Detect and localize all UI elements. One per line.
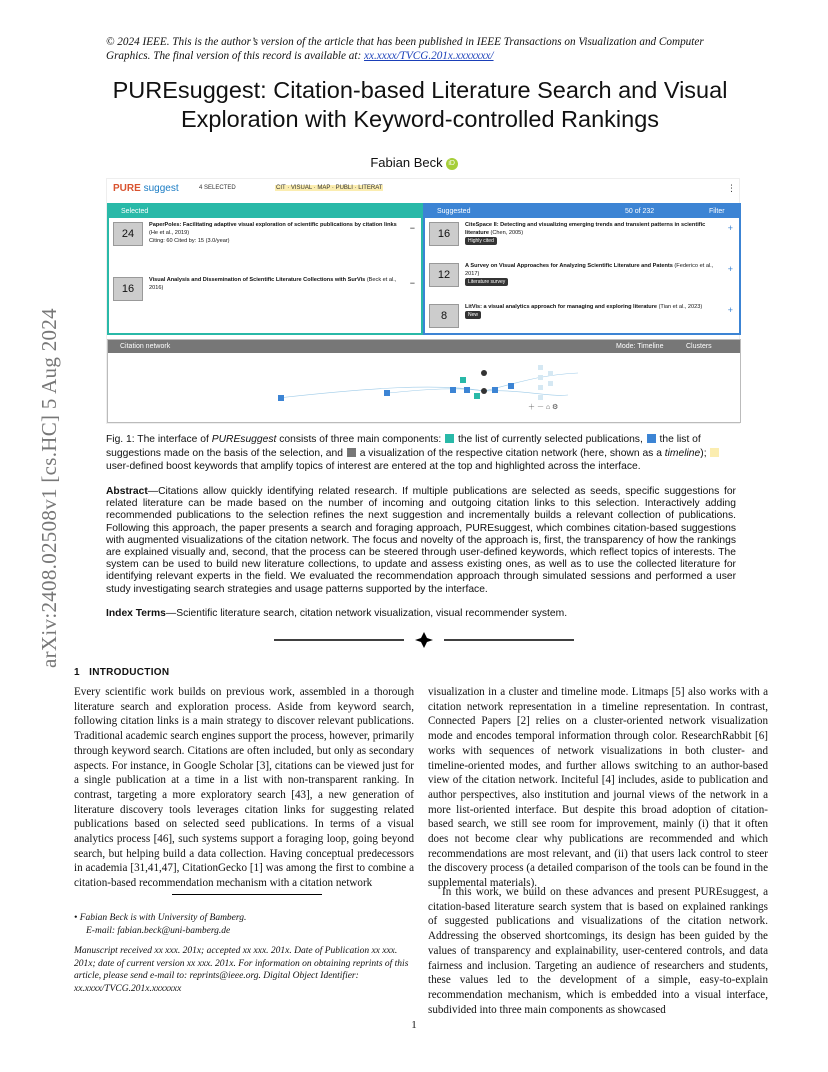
pub-title: Visual Analysis and Dissemination of Scientific Literature Collections with SurVis — [149, 277, 366, 283]
author-line — [0, 155, 828, 170]
pub-title: CiteSpace II: Detecting and visualizing emerging trends and transient patterns in scientific literature — [465, 222, 706, 236]
app-logo: PURE suggest — [113, 183, 179, 194]
figure-caption: Fig. 1: The interface of PUREsuggest consists of three main components: the list of currently selected publications, the list of suggestions made on the basis of the selection, and a visualization of the respective citation network (here, shown as a timeline); user-defined boost keywords that amplify topics of interest are entered at the top and highlighted across the interface. — [106, 433, 736, 474]
pub-title: LitVis: a visual analytics approach for managing and exploring literature — [465, 304, 657, 310]
app-toolbar — [107, 179, 739, 201]
keyword-swatch — [710, 448, 719, 457]
score-box: 8 — [429, 304, 459, 328]
selected-count[interactable]: 4 SELECTED — [199, 185, 236, 191]
suggested-title: Suggested — [437, 208, 471, 215]
score-box: 16 — [113, 277, 143, 301]
copyright-notice — [106, 35, 746, 63]
author-name: Fabian Beck — [370, 155, 443, 170]
selected-header — [109, 205, 421, 218]
suggested-panel — [423, 203, 741, 335]
clusters-label: Clusters — [686, 343, 712, 350]
section-divider — [274, 630, 574, 650]
abstract-label: Abstract — [106, 486, 148, 497]
arxiv-id: arXiv:2408.02508v1 [cs.HC] 5 Aug 2024 — [37, 308, 61, 668]
mode-toggle[interactable]: Mode: Timeline — [616, 343, 664, 350]
network-controls[interactable]: ＋ － ⌂ ⚙ — [528, 404, 559, 411]
add-icon[interactable]: + — [727, 264, 733, 274]
section-heading: 1 INTRODUCTION — [74, 667, 170, 678]
paper-title: PUREsuggest: Citation-based Literature Search and Visual Exploration with Keyword-controlled Rankings — [112, 77, 728, 132]
figure-1 — [106, 178, 740, 424]
pub-meta: (He et al., 2019) — [149, 230, 190, 236]
pub-meta: (Tian et al., 2023) — [658, 304, 703, 310]
index-terms — [106, 608, 736, 619]
pub-citations: Citing: 60 Cited by: 15 (3.0/year) — [149, 238, 230, 244]
suggested-pub[interactable] — [425, 300, 739, 341]
boost-keywords[interactable]: CIT · VISUAL · MAP · PUBLI · LITERAT — [276, 185, 383, 191]
score-box: 24 — [113, 222, 143, 246]
selected-pub[interactable] — [109, 273, 421, 314]
orcid-icon[interactable]: iD — [446, 158, 458, 170]
menu-icon[interactable]: ⋮ — [727, 183, 736, 193]
affiliation: • Fabian Beck is with University of Bamberg. — [74, 913, 247, 923]
doi-link[interactable]: xx.xxxx/TVCG.201x.xxxxxxx/ — [364, 50, 494, 62]
footnote-rule — [172, 894, 322, 895]
index-terms-label: Index Terms — [106, 608, 166, 619]
tag-chip: New — [465, 311, 481, 319]
network-graph[interactable] — [108, 353, 738, 419]
tag-chip: Literature survey — [465, 278, 508, 286]
selected-pub[interactable] — [109, 218, 421, 259]
copyright-text: © 2024 IEEE. This is the author’s version of the article that has been published in IEEE Transactions on Visualization and Computer Graphics. The final version of this record is available at: — [106, 36, 704, 62]
suggested-pub[interactable] — [425, 259, 739, 300]
add-icon[interactable]: + — [727, 305, 733, 315]
network-header — [108, 340, 740, 353]
affiliation-footnote — [74, 912, 414, 937]
add-icon[interactable]: + — [727, 223, 733, 233]
manuscript-note: Manuscript received xx xxx. 201x; accepted xx xxx. 201x. Date of Publication xx xxx. 201x; date of current version xx xxx. 201x. For information on obtaining reprints of this article, please send e-mail to: reprints@ieee.org. Digital Object Identifier: xx.xxxx/TVCG.201x.xxxxxxx — [74, 946, 409, 994]
remove-icon[interactable]: − — [409, 223, 415, 233]
score-box: 16 — [429, 222, 459, 246]
arxiv-stamp — [7, 290, 61, 990]
network-swatch — [347, 448, 356, 457]
page-number: 1 — [411, 1019, 417, 1031]
pub-meta: (Chen, 2005) — [490, 230, 524, 236]
suggested-count: 50 of 232 — [625, 208, 655, 215]
remove-icon[interactable]: − — [409, 278, 415, 288]
body-right-paragraph: In this work, we build on these advances and present PUREsuggest, a citation-based literature search system that is based on explained rankings of suggested publications and visualizations of the citation network. Addressing the observed shortcomings, its design has been guided by the values of transparency and explainability, user-centered controls, and data fairness and inclusion. Targeting an audience of researchers and students, these values led to the development of a simple, easy-to-explain recommendation mechanism, which is embedded into a visual interface, subdivided into three main components as showcased — [428, 886, 768, 1016]
pub-title: A Survey on Visual Approaches for Analyzing Scientific Literature and Patents — [465, 263, 673, 269]
tag-chip: Highly cited — [465, 237, 497, 245]
suggested-header — [425, 205, 739, 218]
pub-meta: (Federico et al., 2017) — [465, 263, 714, 277]
suggested-pub[interactable] — [425, 218, 739, 259]
citation-network-panel — [107, 339, 741, 423]
body-right-column: visualization in a cluster and timeline mode. Litmaps [5] also works with a citation network representation in a timeline representation. In contrast, Connected Papers [2] relies on a cluster-oriented network visualization mode and encodes temporal information through color. ResearchRabbit [6] works with sequences of network visualizations in both cluster- and timeline-oriented modes, and further allows switching to an author-based view of the citation network. Inciteful [4] includes, aside to publication and author perspectives, also institution and journal views of the network in a more list-oriented interface. But despite this broad adoption of citation-based search, we still see room for improvement, mainly (i) that it often does not become clear why publications are recommended and which recommendations are most relevant, and (ii) that users lack control to steer the discovery process (a detailed comparison of the tools can be found in the supplemental materials). — [428, 686, 768, 890]
pub-title: PaperPoles: Facilitating adaptive visual exploration of scientific publications by citation links — [149, 222, 397, 228]
selected-title: Selected — [121, 208, 149, 215]
pub-meta: (Beck et al., 2016) — [149, 277, 397, 291]
selected-swatch — [445, 434, 454, 443]
score-box: 12 — [429, 263, 459, 287]
network-title: Citation network — [120, 343, 171, 350]
abstract — [106, 486, 736, 596]
selected-panel — [107, 203, 423, 335]
abstract-text: —Citations allow quickly identifying related research. If multiple publications are selected as seeds, specific suggestions for related literature can be made based on the number of incoming and outgoing citation links to this selection. Interactively adding recommended publications to the selection refines the next suggestion and incrementally builds a relevant collection of publications. Following this approach, the paper presents a search and foraging approach, PUREsuggest, which combines citation-based suggestions with augmented visualizations of the citation network. The focus and novelty of the approach is, first, the transparency of how the rankings are explained visually and, second, that the process can be steered through user-defined keywords, which reflect topics of interests. The system can be used to build new literature collections, to update and assess existing ones, as well as to use the collected literature for identifying relevant experts in the field. We evaluated the recommendation approach through simulated sessions and performed a user study investigating search strategies and usage patterns supported by the interface. — [106, 486, 736, 595]
body-left-column: Every scientific work builds on previous work, assembled in a thorough literature search and exploration process. Aside from keyword search, following citation links is a main strategy to discover relevant publications. Traditional academic search engines support the process, however, primarily through keyword search. Citations are often included, but only as secondary aspects. For instance, in Google Scholar [3], citations can be viewed just for a single publication at a time in a list with non-transparent ranking. In contrast, targeting a more exploratory search [43], a new generation of literature discovery tools leverages citation links for suggesting related publications based on selected seed publications. In terms of a visual analytics process [46], such systems support a foraging loop, going beyond search, but helping build a data collection. Having conceptual predecessors in academia [31,41,47], CitationGecko [1] was among the first to combine a citation-based recommendation mechanism with a citation network — [74, 686, 414, 890]
index-terms-text: —Scientific literature search, citation network visualization, visual recommender system. — [165, 608, 568, 619]
email: E-mail: fabian.beck@uni-bamberg.de — [86, 925, 231, 936]
filter-button[interactable]: Filter — [709, 208, 725, 215]
suggested-swatch — [647, 434, 656, 443]
